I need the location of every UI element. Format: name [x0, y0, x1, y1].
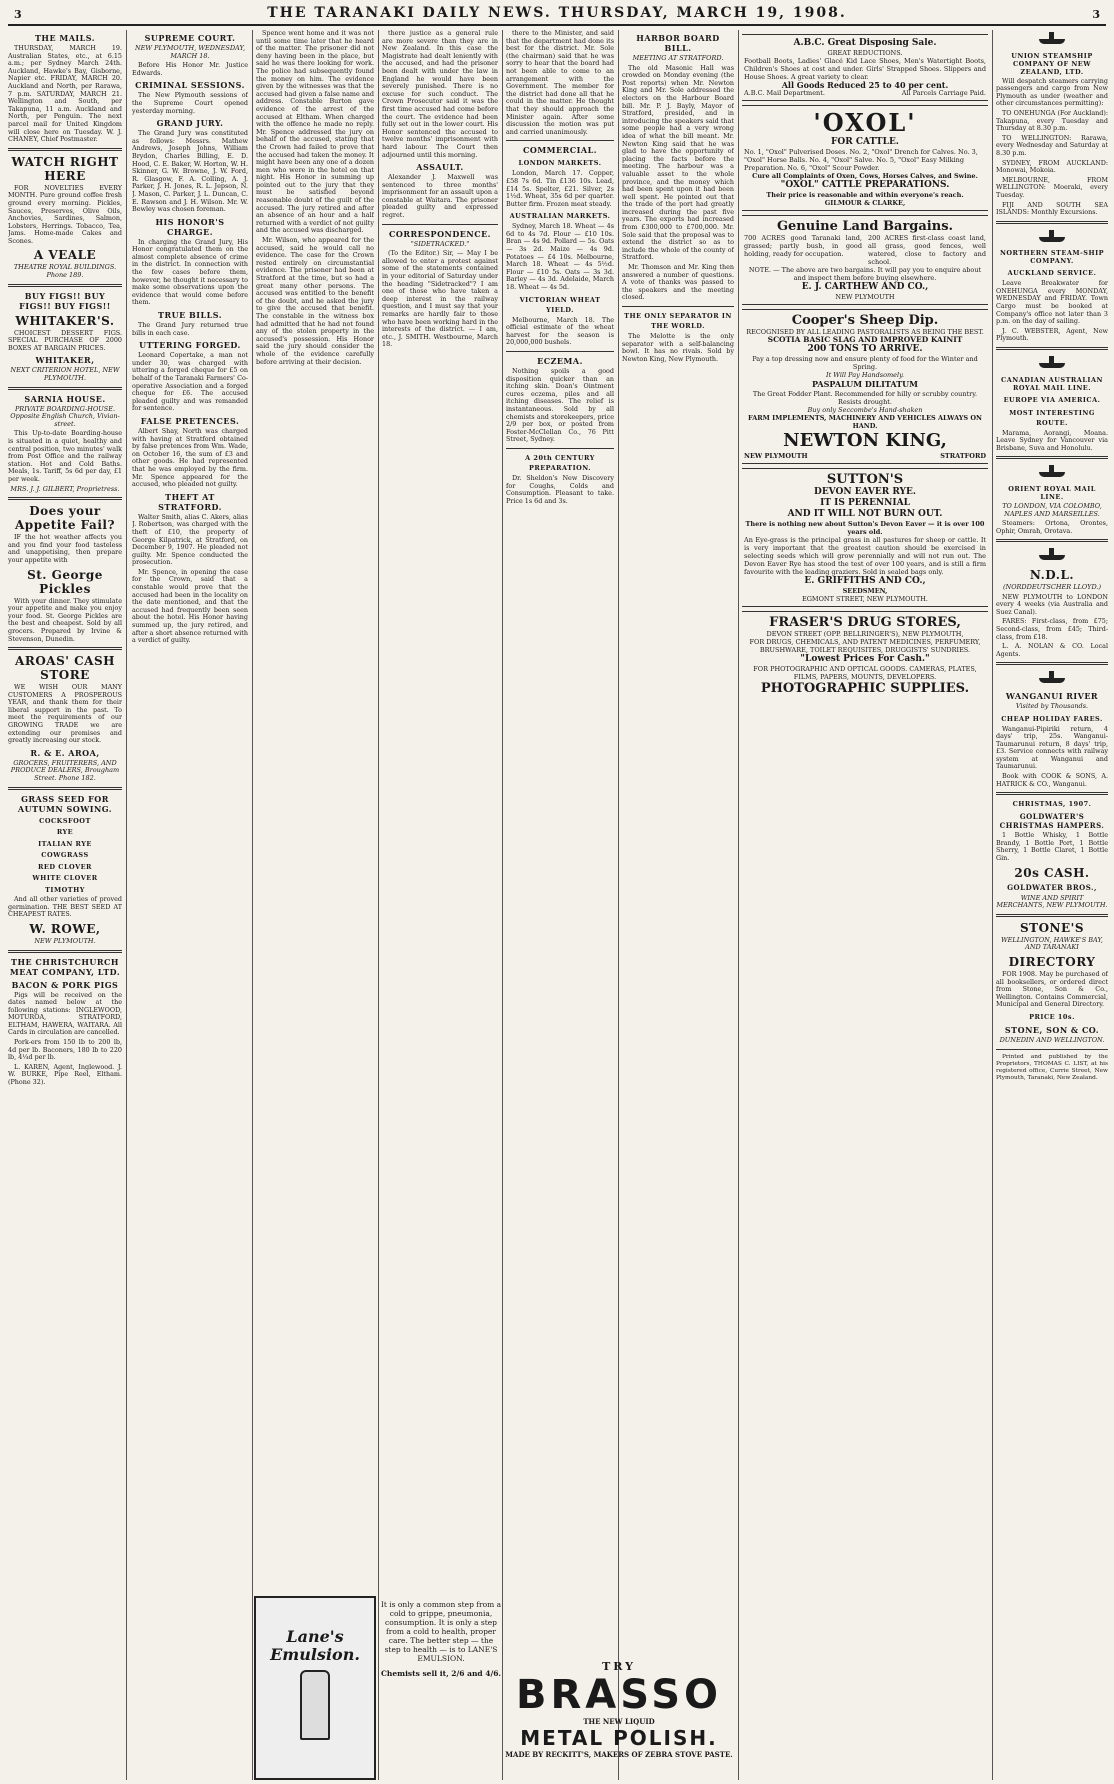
ndl-subheading: (NORDDEUTSCHER LLOYD.)	[1002, 582, 1102, 591]
grand-jury-text: The Grand Jury was constituted as follows: Messrs. Mathew Andrews, Joseph Johns, William Brydon, Charles Billing, E. D. Hood, C. E. Baker, W. Horton, W. H. Skinner, G. W. Browne, J. W. Ford, R. Glasgow, F. A. Colling, A. J. Parker, J. H. Jones, R. L. Jepson, N. J. Mason, C. Parker, J. L. Duncan, C. E. Rawson and J. H. Wilson. Mr. W. Bewley was chosen foreman.	[132, 129, 248, 214]
masthead-title: THE TARANAKI DAILY NEWS. THURSDAY, MARCH 19, 1908.	[267, 5, 847, 21]
oxol-list: No. 1, "Oxol" Pulverised Doses. No. 2, "Oxol" Drench for Calves. No. 3, "Oxol" Horse Balls. No. 4, "Oxol" Salve. No. 5, "Oxol" Easy Milking Preparation. No. 6, "Oxol" Scour Powder.	[744, 148, 978, 172]
criminal-sessions-text: The New Plymouth sessions of the Supreme Court opened yesterday morning.	[132, 91, 248, 115]
supreme-court-dateline: NEW PLYMOUTH, WEDNESDAY, MARCH 18.	[134, 44, 246, 60]
goldwater-name: GOLDWATER BROS.,	[1007, 882, 1097, 892]
sarnia-subheading: PRIVATE BOARDING-HOUSE. Opposite English Church, Vivian-street.	[10, 404, 120, 428]
oxol-heading: 'OXOL'	[813, 108, 917, 137]
cheap-fares: CHEAP HOLIDAY FARES.	[1001, 714, 1103, 723]
abc-sale-ad	[742, 34, 988, 101]
sydney-text: SYDNEY, FROM AUCKLAND: Monowai, Mokoia.	[996, 158, 1108, 175]
wanganui-heading: WANGANUI RIVER	[1005, 690, 1099, 701]
pay-handsomely: It Will Pay Handsomely.	[826, 371, 904, 379]
divider	[996, 1049, 1108, 1050]
newton-king-location-1: NEW PLYMOUTH	[744, 452, 808, 460]
court-report-continued: Spence went home and it was not until some time later that he heard of the matter. The prisoner did not deny having been in the place, but said he was there looking for work. The police had subsequently found the money on him. The evidence given by the witnesses was that the accused had given a false name and address. Constable Burton gave evidence of the arrest of the accused at Eltham. When charged with the offence he made no reply. Mr. Spence addressed the jury on behalf of the accused, stating that the Crown had failed to prove that the accused had taken the money. It might have been any one of a dozen men who were in the hotel on that night. His Honor in summing up pointed out to the jury that they must be satisfied beyond reasonable doubt of the guilt of the accused. The jury retired and after an absence of an hour and a half returned with a verdict of not guilty and the accused was discharged.	[256, 30, 374, 235]
ndl-text: NEW PLYMOUTH to LONDON every 4 weeks (via Australia and Suez Canal).	[996, 592, 1108, 616]
criminal-sessions-heading: CRIMINAL SESSIONS.	[135, 80, 245, 91]
true-bills-text: The Grand Jury returned true bills in each case.	[132, 321, 248, 337]
column-2	[132, 30, 248, 1780]
grass-text: And all other varieties of proved germination. THE BEST SEED AT CHEAPEST RATES.	[8, 895, 122, 919]
mails-text: THURSDAY, MARCH 19. Australian States, etc., at 6.15 a.m.; per Sydney March 24th. Auckland, Hawke's Bay, Gisborne, Napier etc. FRIDAY, MARCH 20. Auckland and North, per Rarawa, 7 p.m. SATURDAY, MARCH 21. Wellington and South, per Takapuna, 11 a.m. Auckland and North, per Penguin. The next parcel mail for United Kingdom will close here on Tuesday. W. J. CHANEY, Chief Postmaster.	[8, 44, 122, 144]
land-right-text: 200 ACRES first-class coast land, all grass, good fences, well watered, close to factory and school.	[868, 234, 986, 266]
charge-text: In charging the Grand Jury, His Honor congratulated them on the almost complete absence of crime in the district. In connection with the few cases before them, however, he thought it necessary to make some observations upon the evidence that would come before them.	[132, 237, 248, 307]
scotia-slag: SCOTIA BASIC SLAG AND IMPROVED KAINIT	[767, 335, 963, 344]
lowest-prices: "Lowest Prices For Cash."	[800, 654, 930, 664]
wanganui-subheading: Visited by Thousands.	[1015, 701, 1089, 710]
divider	[382, 224, 498, 225]
column-rule	[126, 30, 127, 1780]
stone-son-name: STONE, SON & CO.	[1004, 1024, 1100, 1035]
paspalum-text: The Great Fodder Plant. Recommended for hilly or scrubby country. Resists drought.	[752, 390, 978, 406]
uttering-heading: UTTERING FORGED.	[139, 340, 241, 351]
brasso-tagline: THE NEW LIQUID	[583, 1717, 655, 1726]
victorian-wheat-heading: VICTORIAN WHEAT YIELD.	[519, 295, 601, 314]
fraser-subheading: DEVON STREET (OPP. BELLRINGER'S), NEW PLYMOUTH,	[766, 630, 964, 638]
divider	[8, 284, 122, 287]
nothing-new-text: There is nothing new about Sutton's Devon Eaver — it is over 100 years old.	[745, 520, 985, 536]
mails-heading: THE MAILS.	[34, 33, 96, 43]
ndl-agents: L. A. NOLAN & CO. Local Agents.	[996, 642, 1108, 658]
orient-subheading: TO LONDON, VIA COLOMBO, NAPLES AND MARSEILLES.	[1002, 502, 1102, 518]
australian-markets-heading: AUSTRALIAN MARKETS.	[509, 212, 611, 221]
appetite-heading: Does your Appetite Fail?	[15, 504, 115, 533]
column-7	[742, 30, 988, 1780]
grass-item: TIMOTHY	[45, 885, 85, 894]
route-heading: MOST INTERESTING ROUTE.	[1009, 408, 1095, 427]
brasso-maker: MADE BY RECKITT'S, MAKERS OF ZEBRA STOVE PASTE.	[505, 1750, 733, 1759]
wellington-text: TO WELLINGTON: Rarawa, every Wednesday and Saturday at 8.30 p.m.	[996, 133, 1108, 157]
stones-subheading: WELLINGTON, HAWKE'S BAY, AND TARANAKI	[1001, 935, 1103, 952]
sarnia-text: This Up-to-date Boarding-house is situated in a quiet, healthy and central position, two minutes' walk from Post Office and the railway station. Hot and Cold Baths. Meals, 1s. Tariff, 5s 6d per day, £1 per week.	[8, 429, 122, 483]
australian-markets-text: Sydney, March 18. Wheat — 4s 6d to 4s 7d. Flour — £10 10s. Bran — 4s 9d. Pollard — 5s. Oats — 3s 2d. Maize — 4s 9d. Potatoes — £4 10s. Melbourne, March 18. Wheat — 4s 5½d. Flour — £10 5s. Oats — 3s 3d. Barley — 4s 3d. Adelaide, March 18. Wheat — 4s 5d.	[506, 222, 614, 292]
column-rule	[738, 30, 739, 1780]
orient-ships: Steamers: Ortona, Orontes, Ophir, Omrah, Orotava.	[996, 519, 1108, 535]
uss-text: Will despatch steamers carrying passengers and cargo from New Plymouth as under (weather and other circumstances permitting):	[996, 76, 1108, 108]
gilmour-clarke: GILMOUR & CLARKE,	[824, 199, 906, 207]
uss-heading: UNION STEAMSHIP COMPANY OF NEW ZEALAND, LTD.	[1011, 51, 1093, 76]
uttering-text: Leonard Copertake, a man not under 30, was charged with uttering a forged cheque for £5 on behalf of the Taranaki Farmers' Co-operative Association and a forged cheque for £6. The accused pleaded guilty and was remanded for sentence.	[132, 351, 248, 413]
column-rule	[252, 30, 253, 1780]
divider	[996, 221, 1108, 224]
separator-ad-text: The Melotte is the only separator with a self-balancing bowl. It has no rivals. Sold by Newton King, New Plymouth.	[622, 332, 734, 363]
directory-price: PRICE 10s.	[1029, 1012, 1075, 1021]
lanes-emulsion-ad	[254, 1596, 376, 1780]
whitaker-address: NEXT CRITERION HOTEL, NEW PLYMOUTH.	[10, 366, 120, 383]
harbor-board-subheading: MEETING AT STRATFORD.	[632, 54, 724, 62]
false-pretences-heading: FALSE PRETENCES.	[140, 415, 240, 426]
lanes-emulsion-price: Chemists sell it, 2/6 and 4/6.	[380, 1669, 502, 1678]
oxol-price: Their price is reasonable and within everyone's reach.	[766, 191, 964, 199]
bacon-prices: Pork-ers from 150 lb to 200 lb, 4d per lb. Baconers, 180 lb to 220 lb, 4¼d per lb.	[8, 1038, 122, 1062]
meat-company-heading: THE CHRISTCHURCH MEAT COMPANY, LTD.	[9, 956, 121, 977]
oxol-cattle-heading: "OXOL" CATTLE PREPARATIONS.	[780, 180, 950, 190]
burn-out-text: AND IT WILL NOT BURN OUT.	[787, 509, 943, 519]
brasso-name: BRASSO	[515, 1672, 723, 1718]
aroas-heading: AROAS' CASH STORE	[15, 654, 115, 683]
christmas-heading: CHRISTMAS, 1907.	[1012, 800, 1092, 809]
sentencing-text: there justice as a general rule are more severe than they are in New Zealand. In this case the Magistrate had dealt leniently with the accused, and had the prisoner been dealt with under the law in England he would have been severely punished. There is no excuse for such conduct. The Crown Prosecutor said it was the first time accused had come before the court. The evidence had been fully set out in the lower court. His Honor sentenced the accused to twelve months' imprisonment with hard labour. The Court then adjourned until this morning.	[382, 30, 498, 159]
correspondence-heading: CORRESPONDENCE.	[389, 228, 491, 239]
wanganui-text: Wanganui-Pipiriki return, 4 days' trip, 25s. Wanganui-Taumarunui return, 8 days' trip, £3. Service connects with railway system at Wanganui and Taumarunui.	[996, 724, 1108, 771]
bacon-agents: L. KAREN, Agent, Inglewood. J. W. BURKE, Pipe Reel, Eltham. (Phone 32).	[8, 1062, 122, 1087]
hamper-price: 20s CASH.	[1014, 865, 1090, 880]
divider	[996, 539, 1108, 542]
column-rule	[378, 30, 379, 1780]
newton-king-ad	[742, 309, 988, 464]
newton-king-name: NEWTON KING,	[783, 430, 947, 451]
ndl-heading: N.D.L.	[1029, 567, 1075, 582]
carthew-address: NEW PLYMOUTH	[835, 293, 895, 301]
grass-item: COCKSFOOT	[39, 816, 91, 825]
divider	[996, 914, 1108, 917]
seccombe-text: Buy only Seccombe's Hand-shaken	[807, 406, 923, 414]
assault-text: Alexander J. Maxwell was sentenced to three months' imprisonment for an assault upon a constable at Waitara. The prisoner pleaded guilty and expressed regret.	[382, 173, 498, 220]
land-bargains-ad	[742, 215, 988, 305]
stones-heading: STONE'S	[1019, 920, 1084, 935]
land-heading: Genuine Land Bargains.	[776, 219, 954, 234]
griffiths-name: E. GRIFFITHS AND CO.,	[804, 576, 926, 586]
brasso-try: TRY	[602, 1660, 636, 1673]
false-pretences-text: Albert Shay, North was charged with having at Stratford obtained by false pretences from Wm. Wade, on October 16, the sum of £3 and other goods. He had represented that he was employed by the firm. Mr. Spence appeared for the accused, who pleaded not guilty.	[132, 426, 248, 489]
auckland-text: Leave Breakwater for ONEHUNGA every MONDAY, WEDNESDAY and FRIDAY. Town Cargo must be booked at Company's office not later than 3 p.m. on the day of sailing.	[996, 279, 1108, 326]
aroas-text: WE WISH OUR MANY CUSTOMERS A PROSPEROUS YEAR, and thank them for their liberal support in the past. To meet the requirements of our GROWING TRADE we are extending our premises and greatly increasing our stock.	[8, 683, 122, 745]
divider	[8, 497, 122, 500]
ship-icon	[1039, 32, 1065, 44]
london-markets-heading: LONDON MARKETS.	[518, 159, 602, 168]
harbor-board-heading: HARBOR BOARD BILL.	[636, 33, 720, 53]
divider	[506, 351, 614, 352]
canadian-subheading: EUROPE VIA AMERICA.	[1003, 395, 1101, 404]
veale-address: THEATRE ROYAL BUILDINGS. Phone 189.	[13, 263, 117, 280]
theft-text: Walter Smith, alias C. Akers, alias J. Robertson, was charged with the theft of £10, the property of George Kilpatrick, at Stratford, on December 9, 1907. He pleaded not guilty. Mr. Spence conducted the prosecution.	[132, 512, 248, 567]
watch-text: FOR NOVELTIES EVERY MONTH. Pure ground coffee fresh ground every morning. Pickles, Sauces, Preserves, Olive Oils, Anchovies, Sardines, Salmon, Lobsters, Herrings. Tobacco, Tea, Jams. Home-made Cakes and Scones.	[8, 183, 122, 245]
figs-heading: BUY FIGS!! BUY FIGS!! BUY FIGS!!	[19, 290, 111, 311]
divider	[8, 647, 122, 650]
fraser-heading: FRASER'S DRUG STORES,	[769, 615, 961, 630]
court-text: Mr. Spence, in opening the case for the Crown, said that a constable would prove that the accused had been in the locality on the date mentioned, and that the accused had frequently been seen about the hotel. His Honor having summed up, the jury retired, and after a short absence returned with a verdict of guilty.	[132, 567, 248, 645]
column-rule	[618, 30, 619, 1780]
northern-agent: J. C. WEBSTER, Agent, New Plymouth.	[996, 326, 1108, 343]
eczema-heading: ECZEMA.	[537, 356, 583, 366]
rowe-address: NEW PLYMOUTH.	[34, 936, 96, 945]
orient-heading: ORIENT ROYAL MAIL LINE.	[1008, 485, 1096, 501]
hamper-contents: 1 Bottle Whisky, 1 Bottle Brandy, 1 Bottle Port, 1 Bottle Sherry, 1 Bottle Claret, 1 Bottle Gin.	[996, 831, 1108, 863]
eczema-text: Nothing spoils a good disposition quicker than an itching skin. Doan's Ointment cures eczema, piles and all itching diseases. The relief is instantaneous. Sold by all chemists and storekeepers, price 2/9 per box, or posted from Foster-McClellan Co., 76 Pitt Street, Sydney.	[506, 367, 614, 444]
land-left-text: 700 ACRES good Taranaki land, grassed; partly bush, in good holding, ready for occupation.	[744, 234, 862, 258]
cook-text: Book with COOK & SONS, A. HATRICK & CO., Wanganui.	[996, 772, 1108, 788]
northern-heading: NORTHERN STEAM-SHIP COMPANY.	[999, 249, 1105, 266]
brasso-ad	[502, 1660, 736, 1780]
paspalum-heading: PASPALUM DILITATUM	[812, 379, 918, 389]
stone-son-address: DUNEDIN AND WELLINGTON.	[999, 1035, 1105, 1044]
sutton-ad	[742, 468, 988, 607]
divider	[8, 148, 122, 151]
pickles-heading: St. George Pickles	[27, 567, 103, 596]
abc-mail-dept: A.B.C. Mail Department.	[744, 89, 825, 97]
supreme-court-intro: Before His Honor Mr. Justice Edwards.	[132, 61, 248, 77]
whitaker-name: WHITAKER,	[35, 355, 95, 366]
route-text: Marama, Aorangi, Moana. Leave Sydney for Vancouver via Brisbane, Suva and Honolulu.	[996, 428, 1108, 452]
divider	[996, 456, 1108, 459]
grass-item: RED CLOVER	[38, 862, 92, 871]
lanes-emulsion-name: Lane's Emulsion.	[270, 1627, 360, 1664]
divider	[996, 792, 1108, 795]
century-preparation-text: Dr. Sheldon's New Discovery for Coughs, Colds and Consumption. Pleasant to take. Price 1s 6d and 3s.	[506, 473, 614, 505]
abc-carriage: All Parcels Carriage Paid.	[901, 89, 986, 97]
column-rule	[992, 30, 993, 1780]
ndl-fares: FARES: First-class, from £75; Second-class, from £45; Third-class, from £18.	[996, 617, 1108, 641]
divider	[506, 448, 614, 449]
ship-icon	[1039, 548, 1065, 560]
grass-item: ITALIAN RYE	[38, 839, 92, 848]
sutton-subheading: DEVON EAVER RYE.	[814, 487, 916, 497]
divider	[8, 787, 122, 790]
sarnia-heading: SARNIA HOUSE.	[24, 393, 106, 404]
divider	[996, 662, 1108, 665]
column-rule	[502, 30, 503, 1780]
abc-subheading: GREAT REDUCTIONS.	[827, 49, 903, 57]
ship-icon	[1039, 356, 1065, 368]
divider	[8, 387, 122, 390]
ship-icon	[1039, 465, 1065, 477]
sutton-heading: SUTTON'S	[826, 472, 904, 487]
supreme-court-heading: SUPREME COURT.	[144, 33, 236, 43]
abc-heading: A.B.C. Great Disposing Sale.	[793, 38, 937, 48]
veale-name: A VEALE	[33, 248, 97, 263]
melbourne-text: MELBOURNE, FROM WELLINGTON: Moeraki, every Tuesday.	[996, 175, 1108, 199]
rowe-name: W. ROWE,	[29, 921, 101, 936]
directory-heading: DIRECTORY	[1008, 955, 1096, 969]
column-3	[256, 30, 374, 1590]
column-5	[506, 30, 614, 1650]
land-note: NOTE. — The above are two bargains. It will pay you to enquire about and inspect them before buying elsewhere.	[748, 266, 982, 282]
page-number-left: 3	[14, 8, 22, 21]
separator-ad-heading: THE ONLY SEPARATOR IN THE WORLD.	[624, 312, 732, 330]
theft-heading: THEFT AT STRATFORD.	[158, 491, 222, 512]
egmont-street: EGMONT STREET, NEW PLYMOUTH.	[802, 595, 928, 603]
farm-implements: FARM IMPLEMENTS, MACHINERY AND VEHICLES ALWAYS ON HAND.	[748, 414, 982, 430]
watch-heading: WATCH RIGHT HERE	[11, 154, 119, 183]
century-preparation-heading: A 20th CENTURY PREPARATION.	[525, 453, 595, 472]
london-markets-text: London, March 17. Copper, £58 7s 6d. Tin £136 10s. Lead, £14 5s. Spelter, £21. Silver, 2s 1½d. Wheat, 35s 6d per quarter. Butter firm. Frozen meat steady.	[506, 169, 614, 208]
meeting-continued: there to the Minister, and said that the department had done its best for the district. Mr. Sole (the chairman) said that he was sorry to hear that the board had not been able to come to an arrangement with the Government. The member for the district had done all that he could in the matter. He thought that they should approach the Minister again. After some discussion the motion was put and carried unanimously.	[506, 30, 614, 136]
divider	[622, 306, 734, 307]
brasso-product: METAL POLISH.	[520, 1726, 718, 1750]
correspondence-subheading: "SIDETRACKED."	[410, 239, 470, 248]
directory-text: FOR 1908. May be purchased of all booksellers, or ordered direct from Stone, Son & Co., Wellington. Contains Commercial, Municipal and General Directory.	[996, 970, 1108, 1009]
bottle-icon	[300, 1670, 330, 1740]
column-8	[996, 30, 1108, 1780]
pickles-text: With your dinner. They stimulate your appetite and make you enjoy your food. St. George Pickles are the best and cheapest. Sold by all grocers. Prepared by Irvine & Stevenson, Dunedin.	[8, 596, 122, 643]
ship-icon	[1039, 230, 1065, 242]
fraser-text: FOR DRUGS, CHEMICALS, AND PATENT MEDICINES, PERFUMERY, BRUSHWARE, TOILET REQUISITES, DRUGGISTS' SUNDRIES.	[749, 638, 981, 654]
lanes-emulsion-text: It is only a common step from a cold to grippe, pneumonia, consumption. It is only a step from a cold to health, proper care. The better step — the step to health — is to LANE'S EMULSION.	[380, 1600, 502, 1663]
divider	[996, 347, 1108, 350]
commercial-heading: COMMERCIAL.	[522, 145, 598, 156]
masthead	[8, 0, 1106, 26]
assault-heading: ASSAULT.	[416, 162, 464, 173]
divider	[506, 140, 614, 141]
imprint: Printed and published by the Proprietors, THOMAS C. LIST, at his registered office, Currie Street, New Plymouth, Taranaki, New Zealand.	[996, 1053, 1108, 1081]
true-bills-heading: TRUE BILLS.	[158, 310, 222, 321]
page-number-right: 3	[1092, 8, 1100, 21]
abc-footer: All Goods Reduced 25 to 40 per cent.	[781, 80, 949, 90]
aroas-name: R. & E. AROA,	[30, 747, 100, 758]
grass-item: RYE	[56, 828, 74, 837]
harbor-board-text: The old Masonic Hall was crowded on Monday evening (the Post reports) when Mr. Newton King and Mr. Sole addressed the electors on the Harbour Board bill. Mr. P. J. Bayly, Mayor of Stratford, presided, and in introducing the speakers said that some people had a very wrong idea of what the bill meant. Mr. Newton King said that he was glad to have the opportunity of placing the facts before the meeting. The harbour was a valuable asset to the whole province, and the money which had been spent upon it had been well spent. He pointed out that the trade of the port had greatly increased during the past five years. The exports had increased from £300,000 to £700,000. Mr. Sole said that the proposal was to extend the district so as to include the whole of the county of Stratford.	[622, 63, 734, 262]
correspondence-text: (To the Editor.) Sir, — May I be allowed to enter a protest against some of the statements contained in your editorial of Saturday under the heading "Sidetracked"? I am one of those who have taken a deep interest in the railway question, and I must say that your remarks are hardly fair to those who have been working hard in the interests of the district. — I am, etc., J. SMITH. Westbourne, March 18.	[382, 249, 498, 349]
whitaker-heading: WHITAKER'S.	[15, 313, 115, 328]
charge-heading: HIS HONOR'S CHARGE.	[155, 216, 225, 237]
seedsmen: SEEDSMEN,	[842, 587, 888, 595]
whitaker-text: CHOICEST DESSERT FIGS. SPECIAL PURCHASE OF 2000 BOXES AT BARGAIN PRICES.	[8, 328, 122, 352]
auckland-service: AUCKLAND SERVICE.	[1007, 269, 1097, 278]
grass-item: WHITE CLOVER	[32, 874, 98, 883]
column-4	[382, 30, 498, 1590]
newton-king-location-2: STRATFORD	[940, 452, 986, 460]
goldwater-heading: GOLDWATER'S CHRISTMAS HAMPERS.	[999, 812, 1105, 831]
photo-text: FOR PHOTOGRAPHIC AND OPTICAL GOODS. CAMERAS, PLATES, FILMS, PAPERS, MOUNTS, DEVELOPERS.	[753, 665, 977, 681]
ship-icon	[1039, 671, 1065, 683]
cooper-heading: Cooper's Sheep Dip.	[791, 313, 939, 328]
fraser-drug-ad	[742, 611, 988, 699]
canadian-heading: CANADIAN AUSTRALIAN ROYAL MAIL LINE.	[1001, 375, 1103, 392]
harbor-board-text-2: Mr. Thomson and Mr. King then answered a number of questions. A vote of thanks was passed to the speakers and the meeting closed.	[622, 263, 734, 302]
cooper-subheading: RECOGNISED BY ALL LEADING PASTORALISTS AS BEING THE BEST.	[746, 328, 984, 336]
oxol-cure: Cure all Complaints of Oxen, Cows, Horses Calves, and Swine.	[752, 172, 978, 180]
oxol-ad	[742, 105, 988, 211]
tons-arriving: 200 TONS TO ARRIVE.	[807, 344, 923, 354]
aroas-subheading: GROCERS, FRUITERERS, AND PRODUCE DEALERS, Brougham Street. Phone 182.	[10, 758, 120, 783]
photo-heading: PHOTOGRAPHIC SUPPLIES.	[760, 681, 970, 696]
oxol-subheading: FOR CATTLE.	[831, 137, 899, 147]
sarnia-proprietress: MRS. J. J. GILBERT, Proprietress.	[10, 484, 120, 493]
column-6	[622, 30, 734, 1650]
carthew-name: E. J. CARTHEW AND CO.,	[801, 282, 929, 292]
grass-heading: GRASS SEED FOR AUTUMN SOWING.	[17, 793, 113, 814]
sutton-text: An Eye-grass is the principal grass in all pastures for sheep or cattle. It is very important that the greatest caution should be exercised in selecting seeds which will grow perennially and will not run out. The Devon Eaver Rye has stood the test of over 100 years, and is still a firm favourite with the leading graziers. Sold in sealed bags only.	[744, 536, 986, 576]
victorian-wheat-text: Melbourne, March 18. The official estimate of the wheat harvest for the season is 20,000,000 bushels.	[506, 315, 614, 347]
fiji-text: FIJI AND SOUTH SEA ISLANDS: Monthly Excursions.	[996, 200, 1108, 217]
court-report-continued: Mr. Wilson, who appeared for the accused, said he would call no evidence. The case for the Crown rested entirely on circumstantial evidence. The prisoner had been at Stratford at the time, but so had a great many other persons. The accused was entitled to the benefit of the doubt, and he asked the jury to give the accused that benefit. The constable in the witness box had admitted that he had not found any of the stolen property in the accused's possession. His Honor said the jury should consider the whole of the evidence carefully before arriving at their decision.	[256, 236, 374, 366]
column-1	[8, 30, 122, 1780]
appetite-text: IF the hot weather affects you and you find your food tasteless and unappetising, then prepare your appetite with	[8, 533, 122, 564]
bacon-text: Pigs will be received on the dates named below at the following stations: INGLEWOOD, MOTUROA, STRATFORD, ELTHAM, HAWERA, WAITARA. All Cards in circulation are cancelled.	[8, 990, 122, 1037]
abc-text: Football Boots, Ladies' Glacé Kid Lace Shoes, Men's Watertight Boots, Children's Shoes at cost and under. Girls' Strapped Shoes. Slippers and House Shoes. A great variety to clear.	[744, 57, 986, 81]
grass-item: COWGRASS	[41, 851, 89, 860]
divider	[8, 950, 122, 953]
bacon-heading: BACON & PORK PIGS	[11, 979, 119, 990]
goldwater-subheading: WINE AND SPIRIT MERCHANTS, NEW PLYMOUTH.	[996, 893, 1108, 910]
tons-subtext: Pay a top dressing now and ensure plenty of food for the Winter and Spring.	[752, 355, 978, 371]
lanes-emulsion-text-block	[380, 1600, 502, 1678]
grand-jury-heading: GRAND JURY.	[156, 118, 224, 129]
onehunga-text: TO ONEHUNGA (For Auckland): Takapuna, every Tuesday and Thursday at 8.30 p.m.	[996, 108, 1108, 133]
perennial-text: IT IS PERENNIAL	[820, 498, 910, 508]
